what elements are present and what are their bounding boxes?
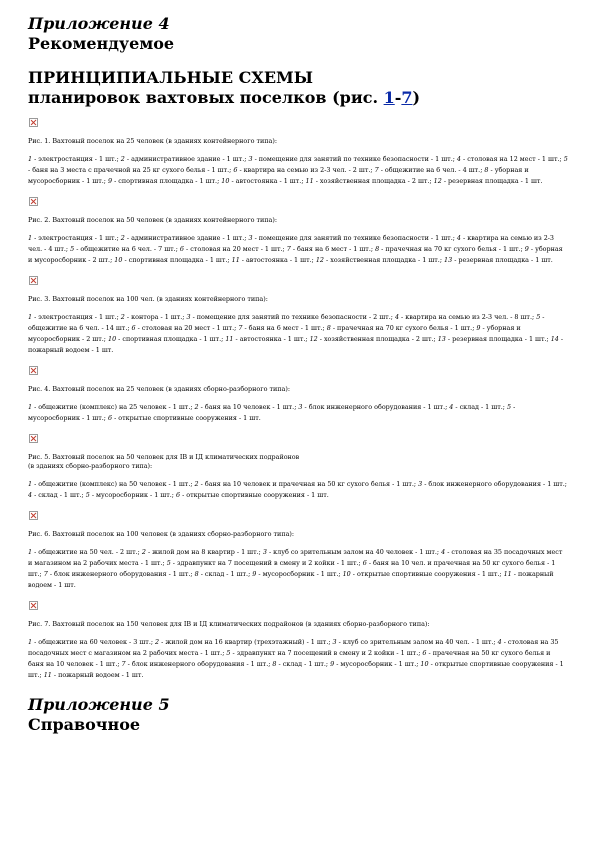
figure-caption: Рис. 2. Вахтовый поселок на 50 человек (в зданиях контейнерного типа): [28,216,277,224]
legend-item-number: 9 [330,660,335,668]
legend-item-text: - блок инженерного оборудования - 1 шт.; [422,480,567,488]
legend-item-number: 12 [309,335,318,343]
figure-caption: Рис. 1. Вахтовый поселок на 25 человек (в зданиях контейнерного типа): [28,137,277,145]
legend-item-number: 1 [28,155,33,163]
figure-legend [28,154,568,187]
legend-item-number: 9 [252,570,257,578]
legend-item-number: 6 [362,559,367,567]
legend-item-text: - открытые спортивные сооружения - 1 шт. [112,414,261,422]
figure-caption: Рис. 5. Вахтовый поселок на 50 человек для IВ и IД климатических подрайонов (в зданиях сборно-разборного типа): [28,453,300,470]
legend-item-number: 7 [286,245,291,253]
legend-item-number: 3 [418,480,423,488]
legend-item-text: - здравпункт на 7 посещений в смену и 2 койки - 1 шт.; [230,649,423,657]
broken-image-icon[interactable] [29,118,38,127]
legend-item-number: 5 [506,403,512,411]
legend-item-number: 10 [114,256,123,264]
legend-item-text: - общежитие на 60 человек - 3 шт.; [32,638,156,646]
figure-block [28,118,568,187]
legend-item-text: - уборная и мусоросборник - 2 шт.; [28,245,563,264]
legend-item-text: - мусоросборник - 1 шт.; [28,403,516,422]
legend-item-number: 7 [121,660,126,668]
legend-item-number: 7 [43,570,48,578]
broken-image-icon[interactable] [29,366,38,375]
figure-legend [28,637,568,681]
legend-item-number: 8 [375,245,380,253]
legend-item-text: - общежитие на 50 чел. - 2 шт.; [32,548,142,556]
legend-item-text: - столовая на 35 посадочных мест с магазином на 2 рабочих места - 1 шт.; [28,638,559,657]
legend-item-number: 8 [326,324,331,332]
legend-item-number: 12 [315,256,324,264]
figure-caption: Рис. 4. Вахтовый поселок на 25 человек (в зданиях сборно-разборного типа): [28,385,290,393]
legend-item-text: - уборная и мусоросборник - 2 шт.; [28,324,521,343]
legend-item-text: - резервная площадка - 1 шт. [441,177,543,185]
legend-item-number: 9 [476,324,481,332]
legend-item-text: - квартира на семью из 2-3 чел. - 2 шт.; [237,166,375,174]
figure-legend [28,402,568,424]
figure-legend [28,233,568,266]
legend-item-number: 1 [28,548,33,556]
legend-item-text: - квартира на семью из 2-3 чел. - 8 шт.; [399,313,537,321]
legend-item-text: - электростанция - 1 шт.; [32,155,121,163]
figure-legend [28,312,568,356]
legend-item-text: - склад - 1 шт.; [453,403,507,411]
legend-item-text: - пожарный водоем - 1 шт. [28,335,564,354]
legend-item-number: 4 [394,313,400,321]
legend-item-text: - общежитие на 6 чел. - 7 шт.; [74,245,180,253]
legend-item-number: 1 [28,313,33,321]
figure-block [28,511,568,591]
legend-item-text: - мусоросборник - 1 шт.; [334,660,421,668]
legend-item-text: - прачечная на 70 кг сухого белья - 1 шт.; [379,245,525,253]
figure-caption: Рис. 7. Вахтовый поселок на 150 человек для IВ и IД климатических подрайонов (в зданиях сборно-разборного типа): [28,620,430,628]
legend-item-number: 1 [28,638,33,646]
legend-item-number: 4 [449,403,454,411]
legend-item-number: 3 [248,234,253,242]
legend-item-text: - автостоянка - 1 шт.; [229,177,306,185]
legend-item-number: 11 [305,177,314,185]
figure-legend [28,479,568,501]
legend-item-number: 2 [194,403,199,411]
appendix-4-header [28,14,568,54]
legend-item-text: - общежитие (комплекс) на 50 человек - 1 шт.; [32,480,195,488]
legend-item-number: 5 [70,245,75,253]
appendix-5-subtitle: Справочное [28,715,141,734]
legend-item-text: - автостоянка - 1 шт.; [233,335,310,343]
legend-item-text: - баня на 6 мест - 1 шт.; [242,324,327,332]
legend-item-text: - контора - 1 шт.; [124,313,187,321]
legend-item-text: - здравпункт на 7 посещений в смену и 2 койки - 1 шт.; [170,559,363,567]
legend-item-number: 11 [43,671,52,679]
legend-item-number: 9 [524,245,529,253]
schemes-heading [28,68,568,108]
broken-image-icon[interactable] [29,601,38,610]
legend-item-number: 8 [194,570,199,578]
legend-item-number: 2 [155,638,160,646]
legend-item-text: - электростанция - 1 шт.; [32,234,121,242]
broken-image-icon[interactable] [29,434,38,443]
document-page [28,14,568,735]
figure-block [28,197,568,266]
appendix-4-title: Приложение 4 [28,14,170,33]
legend-item-text: - спортивная площадка - 1 шт.; [122,256,232,264]
legend-item-text: - спортивная площадка - 1 шт.; [116,335,226,343]
legend-item-text: - жилой дом на 16 квартир (трехэтажный) - 1 шт.; [159,638,333,646]
appendix-5-header [28,695,568,735]
legend-item-text: - хозяйственная площадка - 1 шт.; [324,256,445,264]
legend-item-number: 1 [28,480,33,488]
legend-item-number: 10 [342,570,351,578]
legend-item-text: - помещение для занятий по технике безопасности - 1 шт.; [252,155,457,163]
legend-item-text: - помещение для занятий по технике безопасности - 2 шт.; [190,313,395,321]
figures-list [28,118,568,681]
legend-item-text: - столовая на 20 мест - 1 шт.; [135,324,239,332]
figure-block [28,601,568,681]
legend-item-number: 10 [108,335,117,343]
legend-item-number: 6 [422,649,427,657]
legend-item-text: - столовая на 35 посадочных мест и магазином на 2 рабочих места - 1 шт.; [28,548,563,567]
legend-item-text: - электростанция - 1 шт.; [32,313,121,321]
legend-item-number: 3 [332,638,337,646]
legend-item-number: 1 [28,403,33,411]
legend-item-text: - общежитие на 6 чел. - 14 шт.; [28,313,545,332]
figure-1-link[interactable]: 1 [383,88,395,107]
broken-image-icon[interactable] [29,197,38,206]
figure-block [28,434,568,501]
legend-item-text: - столовая на 12 мест - 1 шт.; [460,155,564,163]
legend-item-text: - блок инженерного оборудования - 1 шт.; [302,403,450,411]
legend-item-number: 5 [563,155,568,163]
legend-item-number: 2 [120,313,125,321]
legend-item-text: - автостоянка - 1 шт.; [239,256,316,264]
figure-7-link[interactable]: 7 [401,88,413,107]
legend-item-text: - квартира на семью из 2-3 чел. - 4 шт.; [28,234,555,253]
legend-item-number: 11 [231,256,240,264]
legend-item-text: - резервная площадка - 1 шт.; [445,335,551,343]
legend-item-number: 2 [194,480,199,488]
legend-item-number: 3 [186,313,191,321]
figure-caption: Рис. 6. Вахтовый поселок на 100 человек (в зданиях сборно-разборного типа): [28,530,295,538]
legend-item-number: 4 [441,548,446,556]
legend-item-text: - клуб со зрительным залом на 40 чел. - 1 шт.; [336,638,498,646]
legend-item-text: - открытые спортивные сооружения - 1 шт.; [28,660,564,679]
legend-item-text: - общежитие (комплекс) на 25 человек - 1 шт.; [32,403,195,411]
legend-item-number: 13 [444,256,453,264]
legend-item-number: 3 [262,548,267,556]
legend-item-text: - хозяйственная площадка - 2 шт.; [313,177,434,185]
legend-item-number: 5 [536,313,541,321]
legend-item-text: - столовая на 20 мест - 1 шт.; [183,245,287,253]
legend-item-text: - спортивная площадка - 1 шт.; [112,177,222,185]
legend-item-number: 2 [120,234,125,242]
schemes-heading-line-2 [28,88,568,108]
broken-image-icon[interactable] [29,276,38,285]
heading-dash: - [394,88,402,107]
legend-item-number: 5 [85,491,90,499]
legend-item-number: 8 [484,166,489,174]
legend-item-text: - открытые спортивные сооружения - 1 шт. [180,491,329,499]
legend-item-text: - мусоросборник - 1 шт.; [89,491,176,499]
legend-item-text: - жилой дом на 8 квартир - 1 шт.; [145,548,263,556]
legend-item-text: - хозяйственная площадка - 2 шт.; [317,335,438,343]
legend-item-number: 9 [108,177,113,185]
legend-item-number: 5 [226,649,231,657]
legend-item-number: 6 [233,166,238,174]
legend-item-text: - административное здание - 1 шт.; [124,234,249,242]
legend-item-number: 6 [108,414,113,422]
legend-item-text: - прачечная на 50 кг сухого белья и баня на 10 человек - 1 шт.; [28,649,551,668]
legend-item-number: 14 [550,335,559,343]
legend-item-number: 1 [28,234,33,242]
legend-item-number: 7 [238,324,243,332]
figure-block [28,276,568,356]
legend-item-text: - резервная площадка - 1 шт. [452,256,553,264]
legend-item-text: - баня на 10 человек - 1 шт.; [198,403,299,411]
legend-item-text: - блок инженерного оборудования - 1 шт.; [47,570,195,578]
legend-item-number: 10 [420,660,429,668]
legend-item-text: - уборная и мусоросборник - 1 шт.; [28,166,529,185]
legend-item-text: - склад - 1 шт.; [198,570,253,578]
legend-item-text: - баня на 6 мест - 1 шт.; [290,245,376,253]
legend-item-number: 4 [28,491,33,499]
legend-item-text: - склад - 1 шт.; [32,491,86,499]
schemes-heading-line-1: ПРИНЦИПИАЛЬНЫЕ СХЕМЫ [28,68,313,87]
legend-item-number: 4 [456,155,461,163]
legend-item-text: - баня на 10 чел. и прачечная на 50 кг сухого белья - 1 шт.; [28,559,556,578]
broken-image-icon[interactable] [29,511,38,520]
legend-item-text: - клуб со зрительным залом на 40 человек - 1 шт.; [266,548,442,556]
legend-item-text: - баня на 3 места с прачечной на 25 кг сухого белья - 1 шт.; [28,166,234,174]
heading-prefix: планировок вахтовых поселков (рис. [28,88,384,107]
figure-legend [28,547,568,591]
legend-item-text: - открытые спортивные сооружения - 1 шт.; [350,570,504,578]
figure-block [28,366,568,424]
legend-item-number: 4 [497,638,502,646]
legend-item-text: - пожарный водоем - 1 шт. [28,570,554,589]
legend-item-text: - пожарный водоем - 1 шт. [51,671,144,679]
legend-item-text: - баня на 10 человек и прачечная на 50 кг сухого белья - 1 шт.; [198,480,419,488]
legend-item-number: 3 [248,155,253,163]
legend-item-number: 3 [298,403,303,411]
legend-item-number: 2 [120,155,125,163]
legend-item-text: - общежитие на 6 чел. - 4 шт.; [378,166,485,174]
legend-item-number: 7 [374,166,379,174]
heading-suffix: ) [412,88,421,107]
legend-item-number: 6 [179,245,184,253]
legend-item-number: 12 [433,177,442,185]
legend-item-number: 6 [176,491,181,499]
legend-item-text: - склад - 1 шт.; [276,660,331,668]
legend-item-number: 11 [503,570,512,578]
appendix-4-subtitle: Рекомендуемое [28,34,175,53]
legend-item-text: - административное здание - 1 шт.; [124,155,249,163]
legend-item-number: 5 [166,559,171,567]
appendix-5-title: Приложение 5 [28,695,170,714]
legend-item-text: - мусоросборник - 1 шт.; [256,570,343,578]
legend-item-number: 2 [141,548,146,556]
legend-item-text: - прачечная на 70 кг сухого белья - 1 шт.; [330,324,477,332]
legend-item-number: 8 [272,660,277,668]
legend-item-number: 13 [437,335,446,343]
legend-item-number: 11 [225,335,234,343]
legend-item-text: - помещение для занятий по технике безопасности - 1 шт.; [252,234,457,242]
legend-item-number: 6 [131,324,136,332]
legend-item-text: - блок инженерного оборудования - 1 шт.; [125,660,273,668]
legend-item-number: 10 [221,177,230,185]
legend-item-number: 4 [456,234,461,242]
figure-caption: Рис. 3. Вахтовый поселок на 100 чел. (в зданиях контейнерного типа): [28,295,268,303]
